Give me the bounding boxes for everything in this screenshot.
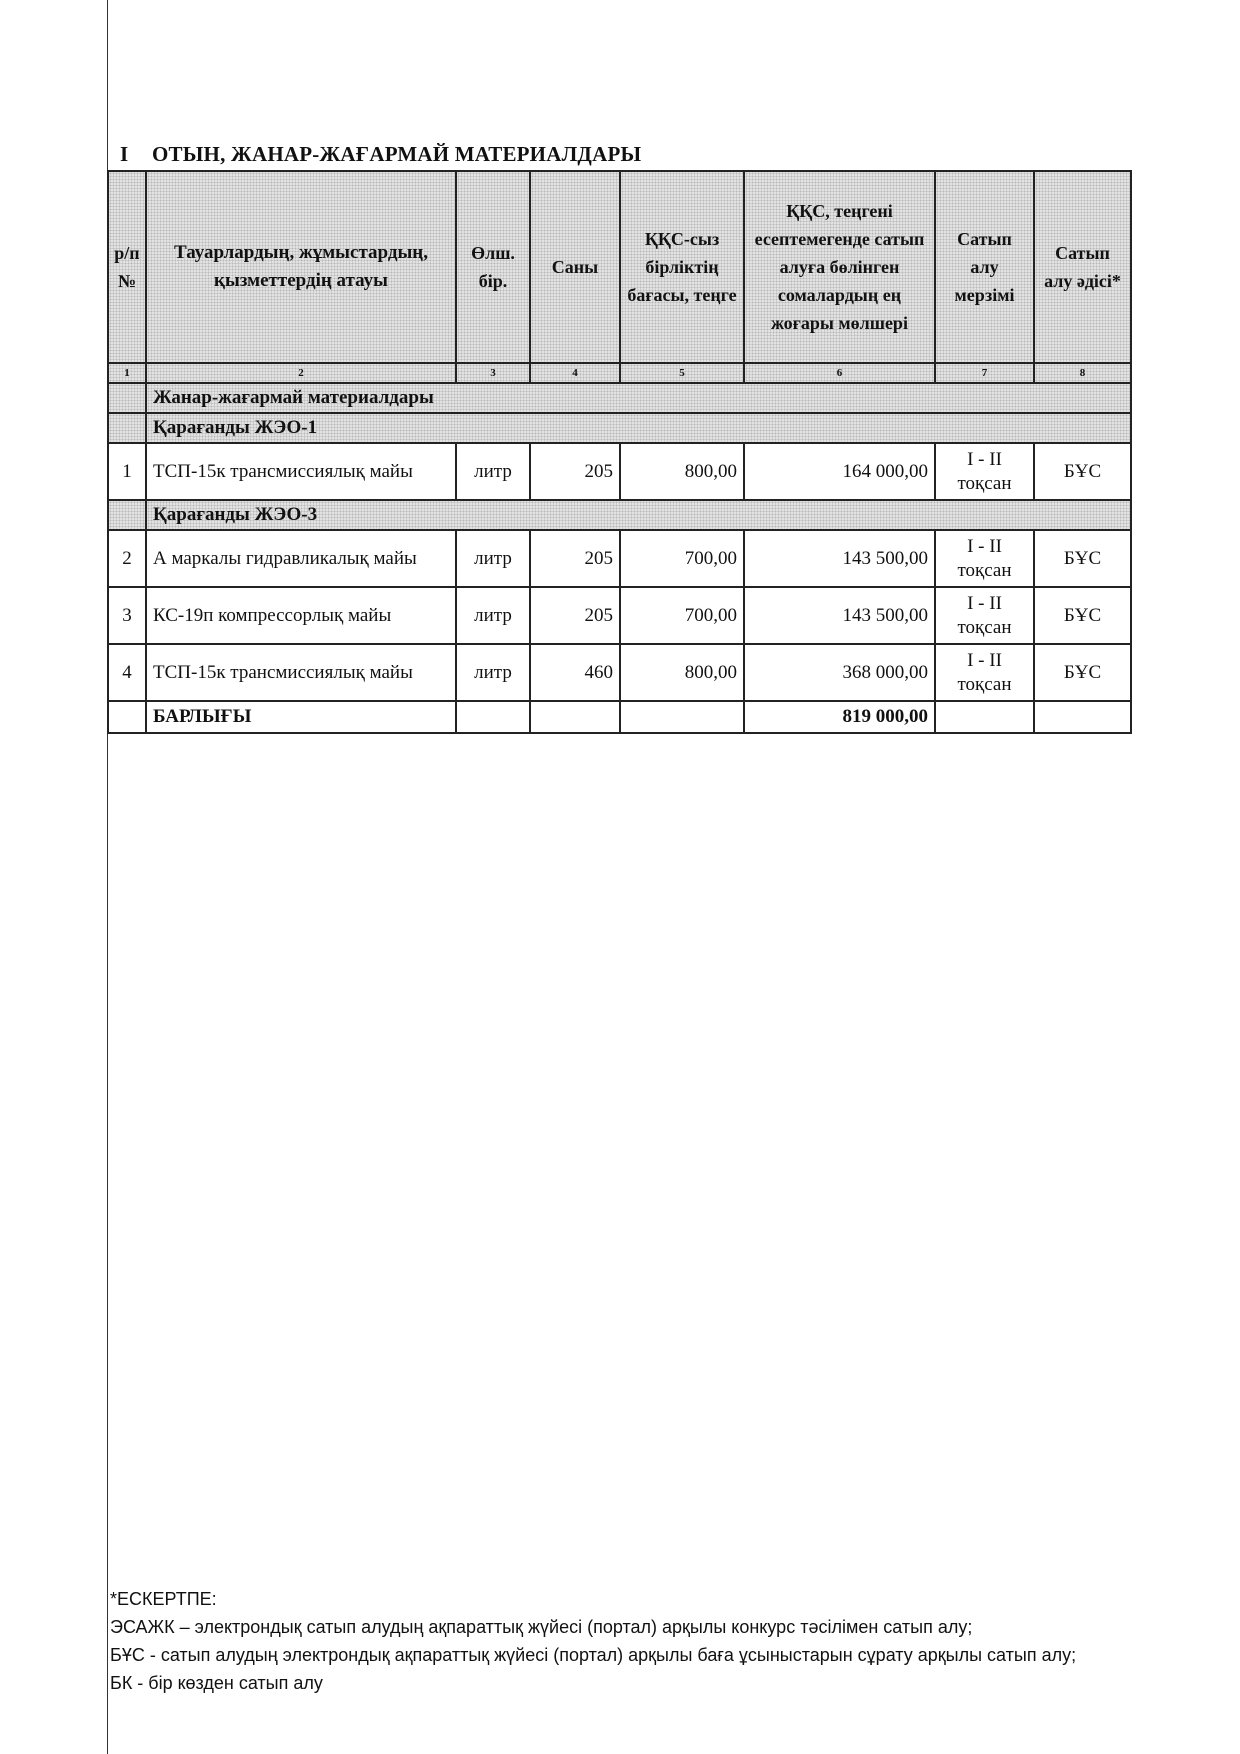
footnotes <box>110 1585 1120 1697</box>
section-title <box>120 142 641 167</box>
section-number: I <box>120 142 129 166</box>
item-period: I - II тоқсан <box>935 443 1034 500</box>
item-name: КС-19п компрессорлық майы <box>146 587 456 644</box>
item-unit: литр <box>456 443 530 500</box>
column-number: 8 <box>1034 363 1131 383</box>
footnote-line: БҰС - сатып алудың электрондық ақпараттық жүйесі (портал) арқылы баға ұсыныстарын сұрату арқылы сатып алу; <box>110 1645 1077 1665</box>
row-number: 3 <box>108 587 146 644</box>
section-title-text: ОТЫН, ЖАНАР-ЖАҒАРМАЙ МАТЕРИАЛДАРЫ <box>152 142 642 166</box>
footnote-line: БК - бір көзден сатып алу <box>110 1673 323 1693</box>
total-blank-qty <box>530 701 620 733</box>
footnotes-heading: *ЕСКЕРТПЕ: <box>110 1589 217 1609</box>
table-row <box>108 530 1131 587</box>
row-number: 1 <box>108 443 146 500</box>
item-name: ТСП-15к трансмиссиялық майы <box>146 644 456 701</box>
category-row <box>108 383 1131 413</box>
item-amount: 143 500,00 <box>744 587 935 644</box>
group-row <box>108 500 1131 530</box>
column-number-row <box>108 363 1131 383</box>
item-unit: литр <box>456 530 530 587</box>
total-blank-unit <box>456 701 530 733</box>
item-method: БҰС <box>1034 530 1131 587</box>
total-blank-method <box>1034 701 1131 733</box>
item-amount: 368 000,00 <box>744 644 935 701</box>
item-amount: 164 000,00 <box>744 443 935 500</box>
header-procurement-period: Сатып алу мерзімі <box>935 171 1034 363</box>
item-unit: литр <box>456 587 530 644</box>
header-unit: Өлш. бір. <box>456 171 530 363</box>
header-max-amount: ҚҚС, теңгені есептемегенде сатып алуға бөлінген сомалардың ең жоғары мөлшері <box>744 171 935 363</box>
column-number: 5 <box>620 363 744 383</box>
header-procurement-method: Сатып алу әдісі* <box>1034 171 1131 363</box>
item-period: I - II тоқсан <box>935 587 1034 644</box>
item-name: ТСП-15к трансмиссиялық майы <box>146 443 456 500</box>
item-method: БҰС <box>1034 644 1131 701</box>
category-row-blank <box>108 383 146 413</box>
item-period: I - II тоқсан <box>935 644 1034 701</box>
item-price: 800,00 <box>620 644 744 701</box>
total-label: БАРЛЫҒЫ <box>146 701 456 733</box>
header-item-name: Тауарлардың, жұмыстардың, қызметтердің атауы <box>146 171 456 363</box>
column-number: 1 <box>108 363 146 383</box>
column-number: 6 <box>744 363 935 383</box>
procurement-table <box>107 170 1132 734</box>
header-quantity: Саны <box>530 171 620 363</box>
footnote-line: ЭСАЖК – электрондық сатып алудың ақпараттық жүйесі (портал) арқылы конкурс тәсілімен сатып алу; <box>110 1617 973 1637</box>
group-row-blank <box>108 500 146 530</box>
item-unit: литр <box>456 644 530 701</box>
header-row-number: р/п № <box>108 171 146 363</box>
total-blank-price <box>620 701 744 733</box>
item-quantity: 205 <box>530 587 620 644</box>
table-row <box>108 587 1131 644</box>
item-method: БҰС <box>1034 443 1131 500</box>
item-name: А маркалы гидравликалық майы <box>146 530 456 587</box>
group-row <box>108 413 1131 443</box>
item-method: БҰС <box>1034 587 1131 644</box>
item-quantity: 205 <box>530 530 620 587</box>
total-amount: 819 000,00 <box>744 701 935 733</box>
group-label: Қарағанды ЖЭО-3 <box>146 500 1131 530</box>
item-period: I - II тоқсан <box>935 530 1034 587</box>
row-number: 2 <box>108 530 146 587</box>
column-number: 7 <box>935 363 1034 383</box>
total-blank-period <box>935 701 1034 733</box>
table-row <box>108 644 1131 701</box>
header-row <box>108 171 1131 363</box>
item-price: 700,00 <box>620 530 744 587</box>
group-label: Қарағанды ЖЭО-1 <box>146 413 1131 443</box>
column-number: 2 <box>146 363 456 383</box>
item-amount: 143 500,00 <box>744 530 935 587</box>
category-label: Жанар-жағармай материалдары <box>146 383 1131 413</box>
total-row <box>108 701 1131 733</box>
item-price: 800,00 <box>620 443 744 500</box>
column-number: 3 <box>456 363 530 383</box>
table-row <box>108 443 1131 500</box>
total-row-blank <box>108 701 146 733</box>
item-quantity: 460 <box>530 644 620 701</box>
column-number: 4 <box>530 363 620 383</box>
row-number: 4 <box>108 644 146 701</box>
item-price: 700,00 <box>620 587 744 644</box>
header-unit-price: ҚҚС-сыз бірліктің бағасы, теңге <box>620 171 744 363</box>
group-row-blank <box>108 413 146 443</box>
item-quantity: 205 <box>530 443 620 500</box>
